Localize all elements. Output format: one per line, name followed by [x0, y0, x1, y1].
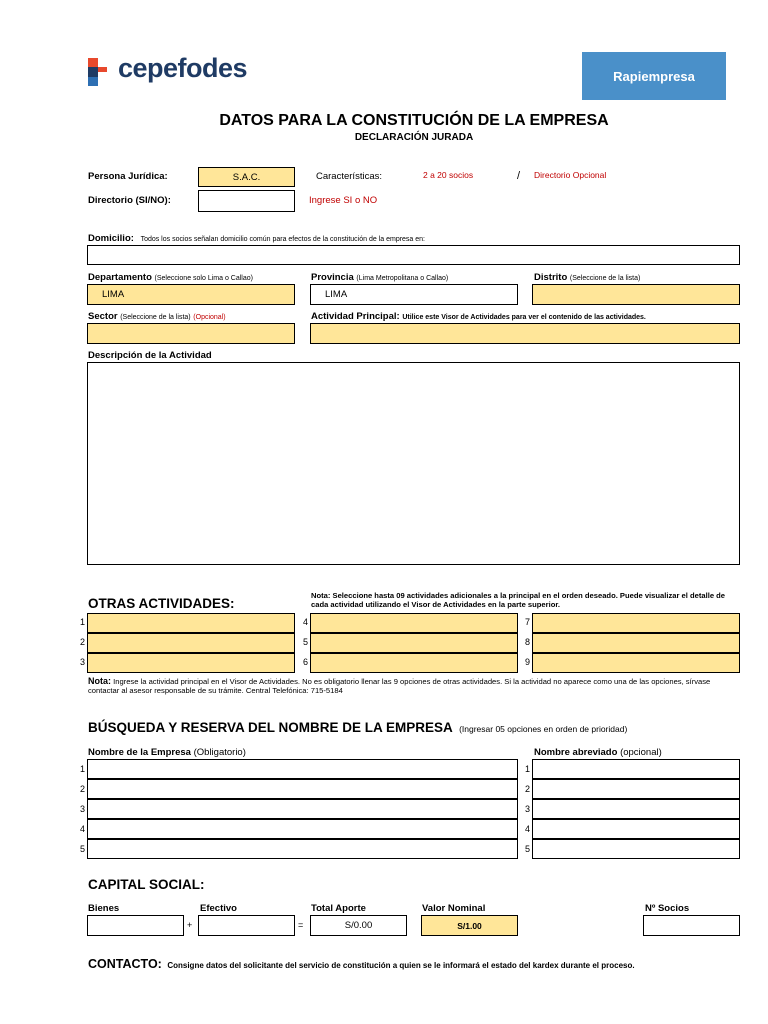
otras-title: OTRAS ACTIVIDADES:: [88, 596, 235, 611]
nombre-input-3[interactable]: [87, 799, 518, 819]
sector-label-text: Sector: [88, 311, 118, 322]
descripcion-label: Descripción de la Actividad: [88, 350, 212, 361]
provincia-label: [311, 272, 448, 283]
departamento-label-text: Departamento: [88, 272, 152, 283]
actividad-label-text: Actividad Principal:: [311, 311, 400, 322]
logo-text: cepefodes: [118, 53, 248, 83]
directorio-input[interactable]: [198, 190, 295, 212]
distrito-note: (Seleccione de la lista): [569, 275, 641, 282]
otras-num-9: 9: [524, 657, 530, 667]
equals-sign: =: [298, 920, 304, 930]
abreviado-num-5: 5: [524, 844, 530, 854]
otras-num-1: 1: [79, 617, 85, 627]
contacto-note: Consigne datos del solicitante del servicio de constitución a quien se le informará el estado del kardex durante el proceso.: [167, 961, 635, 970]
directorio-label: Directorio (SI/NO):: [88, 195, 171, 206]
persona-field[interactable]: [198, 167, 295, 187]
abreviado-input-4[interactable]: [532, 819, 740, 839]
contacto-heading: [88, 957, 635, 971]
total-field: [310, 915, 407, 936]
busqueda-note: (Ingresar 05 opciones en orden de prioridad): [459, 724, 628, 734]
actividad-label: [311, 311, 646, 322]
otras-footer: [88, 677, 728, 695]
provincia-value: LIMA: [325, 289, 348, 300]
nombre-abreviado-label-text: Nombre abreviado: [534, 747, 618, 758]
otras-field-1[interactable]: [87, 613, 295, 633]
rapiempresa-banner: [582, 52, 726, 100]
persona-value: S.A.C.: [232, 171, 261, 183]
abreviado-num-4: 4: [524, 824, 530, 834]
provincia-label-text: Provincia: [311, 272, 354, 283]
otras-num-3: 3: [79, 657, 85, 667]
abreviado-num-1: 1: [524, 764, 530, 774]
provincia-note: (Lima Metropolitana o Callao): [356, 275, 449, 282]
otras-footer-text: Ingrese la actividad principal en el Visor de Actividades. No es obligatorio llenar las 9 opciones de otras actividades. Si la actividad no aparece como una de las opciones, sírvase contactar al asesor responsable de su trámite. Central Telefónica: 715-5184: [88, 677, 711, 695]
cepefodes-logo: [88, 53, 278, 88]
efectivo-input[interactable]: [198, 915, 295, 936]
otras-field-2[interactable]: [87, 633, 295, 653]
nombre-input-5[interactable]: [87, 839, 518, 859]
capital-title: CAPITAL SOCIAL:: [88, 877, 205, 892]
otras-num-6: 6: [302, 657, 308, 667]
nombre-abreviado-label: [534, 747, 662, 758]
persona-label: Persona Jurídica:: [88, 171, 168, 182]
banner-label: Rapiempresa: [613, 68, 695, 84]
descripcion-textarea[interactable]: [87, 362, 740, 565]
departamento-note: (Seleccione solo Lima o Callao): [154, 275, 253, 282]
nombre-num-2: 2: [79, 784, 85, 794]
otras-footer-label: Nota:: [88, 676, 111, 686]
caracteristicas-socios: 2 a 20 socios: [423, 170, 474, 180]
sector-select[interactable]: [87, 323, 295, 344]
bienes-label: Bienes: [88, 903, 120, 914]
abreviado-input-1[interactable]: [532, 759, 740, 779]
caracteristicas-slash: /: [517, 170, 521, 182]
otras-field-6[interactable]: [310, 653, 518, 673]
nombre-num-3: 3: [79, 804, 85, 814]
nominal-field: [421, 915, 518, 936]
total-value: S/0.00: [344, 920, 373, 931]
distrito-label: [534, 272, 640, 283]
otras-field-5[interactable]: [310, 633, 518, 653]
domicilio-label-text: Domicilio:: [88, 233, 134, 244]
actividad-note: Utilice este Visor de Actividades para ver el contenido de las actividades.: [402, 314, 646, 321]
nombre-num-1: 1: [79, 764, 85, 774]
nombre-empresa-label-text: Nombre de la Empresa: [88, 747, 191, 758]
nombre-abreviado-note: (opcional): [620, 747, 662, 758]
departamento-value: LIMA: [102, 289, 125, 300]
nominal-value: S/1.00: [457, 920, 482, 931]
logo-mark-icon: [88, 58, 110, 86]
abreviado-num-3: 3: [524, 804, 530, 814]
directorio-hint: Ingrese SI o NO: [309, 195, 378, 206]
nombre-input-1[interactable]: [87, 759, 518, 779]
sector-label: [88, 311, 226, 322]
otras-note: Nota: Seleccione hasta 09 actividades adicionales a la principal en el orden deseado. Puede visualizar el detalle de cada actividad utilizando el Visor de Actividades en la parte superior.: [311, 591, 726, 609]
busqueda-title: [88, 720, 627, 735]
otras-num-5: 5: [302, 637, 308, 647]
page-subtitle: DECLARACIÓN JURADA: [354, 132, 474, 143]
contacto-title: CONTACTO:: [88, 957, 162, 971]
domicilio-input[interactable]: [87, 245, 740, 265]
otras-num-2: 2: [79, 637, 85, 647]
otras-field-8[interactable]: [532, 633, 740, 653]
nombre-input-4[interactable]: [87, 819, 518, 839]
page-title: DATOS PARA LA CONSTITUCIÓN DE LA EMPRESA: [219, 112, 609, 129]
otras-field-7[interactable]: [532, 613, 740, 633]
otras-num-4: 4: [302, 617, 308, 627]
otras-field-9[interactable]: [532, 653, 740, 673]
abreviado-num-2: 2: [524, 784, 530, 794]
domicilio-note: Todos los socios señalan domicilio común para efectos de la constitución de la empresa en:: [140, 236, 425, 243]
nombre-input-2[interactable]: [87, 779, 518, 799]
nombre-empresa-note: (Obligatorio): [193, 747, 246, 758]
total-label: Total Aporte: [311, 903, 366, 914]
actividad-select[interactable]: [310, 323, 740, 344]
departamento-label: [88, 272, 253, 283]
bienes-input[interactable]: [87, 915, 184, 936]
sector-optional: (Opcional): [193, 314, 226, 321]
abreviado-input-5[interactable]: [532, 839, 740, 859]
nombre-num-5: 5: [79, 844, 85, 854]
domicilio-label: [88, 233, 425, 244]
sector-note: (Seleccione de la lista): [120, 314, 191, 321]
abreviado-input-2[interactable]: [532, 779, 740, 799]
departamento-select[interactable]: [87, 284, 295, 305]
busqueda-title-text: BÚSQUEDA Y RESERVA DEL NOMBRE DE LA EMPRESA: [88, 720, 453, 735]
otras-field-3[interactable]: [87, 653, 295, 673]
caracteristicas-label: Características:: [316, 171, 382, 182]
socios-label: Nº Socios: [645, 903, 690, 914]
efectivo-label: Efectivo: [200, 903, 237, 914]
nombre-num-4: 4: [79, 824, 85, 834]
otras-field-4[interactable]: [310, 613, 518, 633]
distrito-select[interactable]: [532, 284, 740, 305]
nombre-empresa-label: [88, 747, 246, 758]
otras-num-8: 8: [524, 637, 530, 647]
distrito-label-text: Distrito: [534, 272, 568, 283]
socios-input[interactable]: [643, 915, 740, 936]
provincia-select[interactable]: [310, 284, 518, 305]
abreviado-input-3[interactable]: [532, 799, 740, 819]
caracteristicas-directorio: Directorio Opcional: [534, 170, 607, 180]
otras-num-7: 7: [524, 617, 530, 627]
nominal-label: Valor Nominal: [422, 903, 486, 914]
plus-sign: +: [187, 920, 193, 930]
